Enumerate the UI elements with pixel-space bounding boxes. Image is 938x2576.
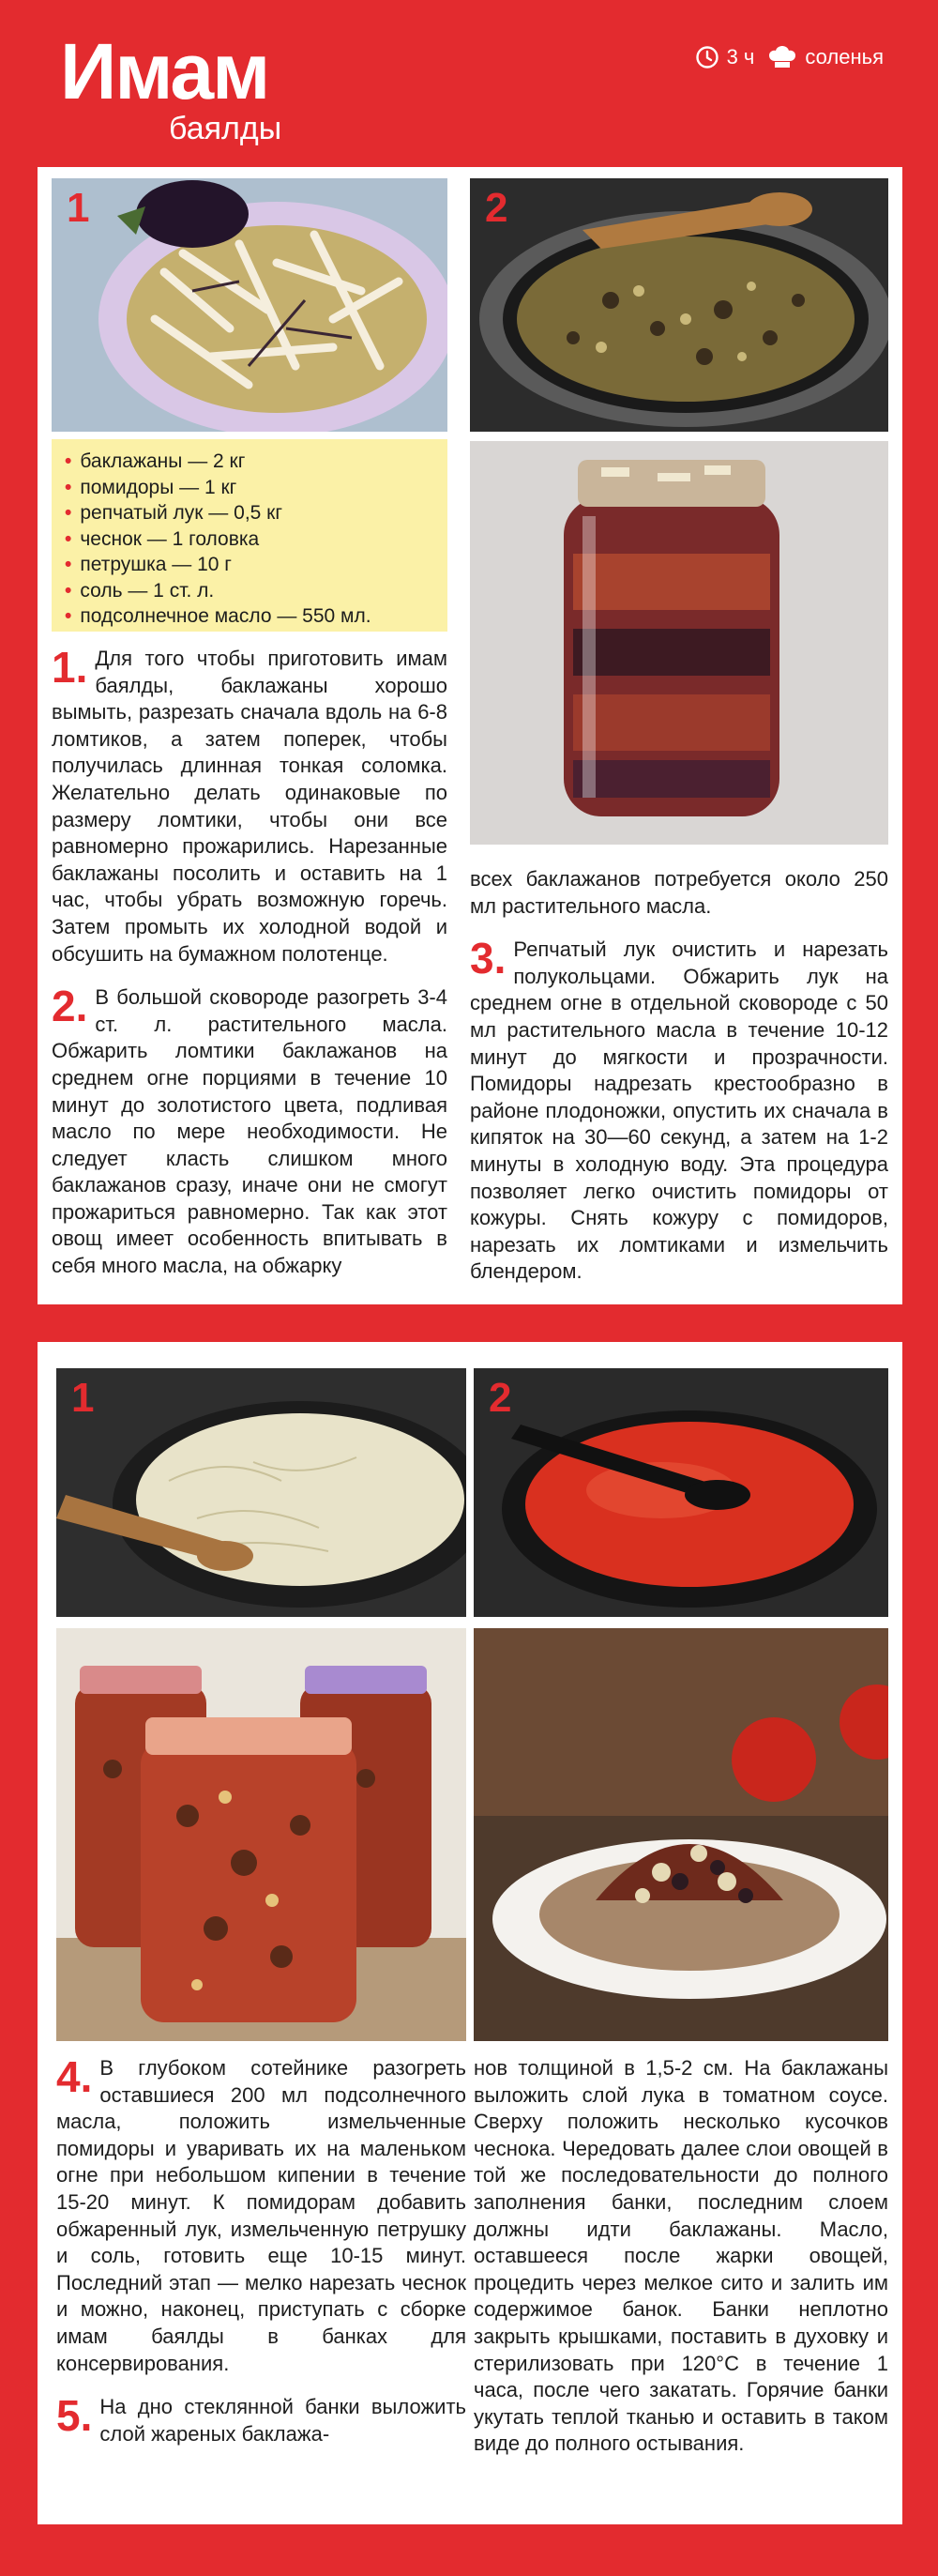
photo-sliced-eggplant <box>52 178 447 432</box>
chef-hat-icon <box>767 45 797 69</box>
step-number: 4. <box>56 2052 93 2101</box>
step-text: Для того чтобы приготовить имам баялды, баклажаны хорошо вымыть, разрезать сначала вдоль на 6-8 ломтиков, а затем поперек, чтобы получилась длинная тонкая соломка. Желательно делать одинаковые по размеру ломтики, чтобы они все равномерно прожарились. Нарезанные баклажаны посолить и оставить на 1 час, чтобы убрать возможную горечь. Затем промыть их холодной водой и обсушить на бумажном полотенце. <box>52 647 447 966</box>
step-2-continued: всех баклажанов потребуется около 250 мл растительного масла. <box>470 867 888 918</box>
ingredients-list <box>52 439 447 632</box>
step-2 <box>52 984 447 1280</box>
column-left-1 <box>52 643 447 1280</box>
cook-time: 3 ч <box>726 45 755 69</box>
step-number: 5. <box>56 2391 93 2441</box>
step-number: 2. <box>52 982 88 1031</box>
step-1 <box>52 643 447 968</box>
photo-number: 2 <box>485 185 508 231</box>
step-5 <box>56 2391 466 2447</box>
ingredient-item: • подсолнечное масло — 550 мл. <box>65 603 434 630</box>
ingredient-item: • чеснок — 1 головка <box>65 526 434 553</box>
photo-number: 1 <box>67 185 90 231</box>
photo-frying-eggplant <box>470 178 888 432</box>
recipe-title: Имам <box>60 27 269 115</box>
step-4 <box>56 2052 466 2377</box>
ingredient-item: • помидоры — 1 кг <box>65 475 434 501</box>
step-text: На дно стеклянной банки выложить слой жареных баклажа- <box>99 2395 466 2446</box>
column-right-2 <box>474 2055 888 2458</box>
column-left-2 <box>56 2052 466 2447</box>
photo-number: 1 <box>71 1375 95 1421</box>
recipe-meta <box>695 45 884 69</box>
photo-canned-jars <box>56 1628 466 2041</box>
column-right-1 <box>470 866 888 1286</box>
step-3 <box>470 934 888 1286</box>
recipe-subtitle: баялды <box>169 111 282 146</box>
ingredient-item: • соль — 1 ст. л. <box>65 578 434 604</box>
photo-served-dish <box>474 1628 888 2041</box>
photo-frying-onion <box>56 1368 466 1617</box>
photo-jar-filled <box>470 441 888 845</box>
step-text: В большой сковороде разогреть 3-4 ст. л. растительного масла. Обжарить ломтики баклажанов на среднем огне порциями в течение 10 минут до золотистого цвета, подливая масло по мере необходимости. Не следует класть слишком много баклажанов сразу, иначе они не смогут прожариться равномерно. Так как этот овощ имеет особенность впитывать в себя много масла, на обжарку <box>52 985 447 1278</box>
photo-tomato-sauce <box>474 1368 888 1617</box>
ingredient-item: • петрушка — 10 г <box>65 552 434 578</box>
recipe-panel-bottom <box>38 1342 902 2524</box>
ingredient-item: • репчатый лук — 0,5 кг <box>65 500 434 526</box>
recipe-panel-top <box>38 167 902 1304</box>
ingredient-item: • баклажаны — 2 кг <box>65 449 434 475</box>
category-label: соленья <box>805 45 884 69</box>
clock-icon <box>695 45 719 69</box>
header <box>0 0 938 167</box>
step-number: 1. <box>52 643 88 692</box>
step-text: В глубоком сотейнике разогреть оставшиеся 200 мл подсолнечного масла, положить измельченные помидоры и уваривать их на маленьком огне при небольшом кипении в течение 15-20 минут. К помидорам добавить обжаренный лук, измельченную петрушку и соль, готовить еще 10-15 минут. Последний этап — мелко нарезать чеснок и можно, наконец, приступать с сборке имам баялды в банках для консервирования. <box>56 2056 466 2375</box>
step-text: Репчатый лук очистить и нарезать полукольцами. Обжарить лук на среднем огне в отдельной сковороде с 50 мл растительного масла в течение 10-12 минут до мягкости и прозрачности. Помидоры надрезать крестообразно в районе плодоножки, опустить их сначала в кипяток на 30—60 секунд, а затем на 1-2 минуты в холодную воду. Эта процедура позволяет легко очистить помидоры от кожуры. Снять кожуру с помидоров, нарезать их ломтиками и измельчить блендером. <box>470 937 888 1284</box>
step-5-continued: нов толщиной в 1,5-2 см. На баклажаны выложить слой лука в томатном соусе. Сверху положить несколько кусочков чеснока. Чередовать далее слои овощей в той же последовательности до полного заполнения банки, последним слоем должны идти баклажаны. Масло, оставшееся после жарки овощей, процедить через мелкое сито и залить им содержимое банок. Банки неплотно закрыть крышками, поставить в духовку и стерилизовать при 120°С в течение 1 часа, после чего закатать. Горячие банки укутать теплой тканью и оставить в таком виде до полного остывания. <box>474 2056 888 2456</box>
step-number: 3. <box>470 934 507 983</box>
photo-number: 2 <box>489 1375 512 1421</box>
